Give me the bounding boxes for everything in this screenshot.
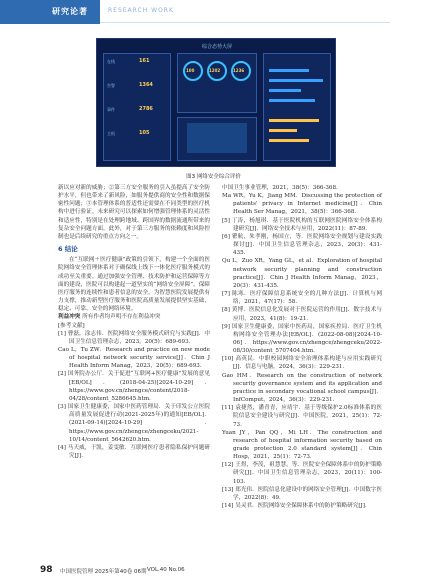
- right-column: [222, 184, 382, 510]
- reference-item: [1] 曹磊，涂志伟．医院网络安全服务模式研究与实践[J]．中国卫生信息管理杂志，2023，20(5)：689-693．: [58, 330, 210, 345]
- section-heading: 6 结论: [58, 245, 78, 254]
- reference-item: [11] 袁捷然，潘青青，应靖宇．基于等级保护2.0标准体系的医院信息安全建设与研究[J]．中国医院，2021，25(1)：72-73．: [222, 405, 382, 428]
- stat-label: 告警: [107, 83, 115, 88]
- journal-name: 中国医院管理 2025年第40卷 06期: [60, 569, 147, 575]
- stat-label: 在线: [107, 59, 115, 64]
- text-line: 在“互联网＋医疗健康”政策的引领下，构建一个: [69, 257, 188, 264]
- reference-item: [3] 国家卫生健康委，国家中医药管理局．关于印发公立医院高质量发展促进行动(2021-2025年)的通知[EB/OL]．(2021-09-14)[2024-10-29]．https://www.gov.cn/zhengce/zhengceku/2021-10/14/content_5642620.htm．: [58, 404, 210, 443]
- gauge-value: 1236: [233, 68, 245, 73]
- text-line: 如何增强管理体系的灵活性和适应性，特别是在处理跨: [58, 209, 210, 224]
- reference-item: [6] 瞿航，朱孝刚，杨国立，等．医院网络安全规划与建设实践探讨[J]．中国卫生信息管理杂志，2023，20(3)：431-435．: [222, 233, 382, 257]
- reference-item: [2] 国务院办公厅．关于促进“互联网+医疗健康”发展的意见[EB/OL]．(2018-04-25)[2024-10-29]．https://www.gov.cn/zhengce/content/2018-04/28/content_5286645.htm．: [58, 371, 210, 402]
- reference-item: [7] 陈寒．医疗保障信息系统安全的几种方法[J]．计算机与网络，2021，47(17)：58．: [222, 291, 382, 306]
- reference-item: Cao L，Tu ZW．Research and practice on new mode of hospital network security service[J]．Chin J Health Inform Manag，2023，20(5)：689-693．: [58, 346, 210, 370]
- text-line: 医疗服务和医院高质量发展提供坚实基础，稳定、可靠、安: [58, 298, 210, 313]
- text-line: 全面的医院网络安全管理体系对于确保线上线下一体化: [58, 257, 210, 272]
- reference-item: [13] 郑光伟．医院信息化建设中的网络安全管理[J]．中国数字医学，2022(8)：49．: [222, 486, 382, 501]
- left-column: [58, 184, 210, 460]
- header-divider: [100, 22, 390, 23]
- reference-item: [14] 吴灵君．医院网络安全保障体系中的防护策略研究[J]．: [222, 503, 371, 510]
- text-line: 全性和数据保密性问题；③本管理体系的普适性还需要: [58, 193, 210, 208]
- text-line: 安全防护水平，但也带来了新风险，如服务提供商的安: [58, 185, 210, 200]
- references-heading: [参考文献]: [58, 322, 85, 329]
- text-line: 术防护和运营保障等方面的建设，医院可以构建起一道: [58, 273, 210, 288]
- page-number: 98: [40, 565, 53, 575]
- bar-mark: [269, 139, 309, 142]
- stat-value: 161: [139, 58, 150, 64]
- conflict-label: 利益冲突: [58, 314, 81, 321]
- text-line: 地域、跨国界的数据流通所带来的复杂安全问题方面。: [58, 217, 210, 232]
- reference-item: [10] 高英民．中职校园网络安全治理体系构建与应用实践研究[J]．信息与电脑，2024，36(3)：229-231．: [222, 356, 382, 371]
- bar-mark: [269, 69, 309, 72]
- stat-value: 1364: [139, 82, 153, 88]
- stat-label: 事件: [107, 107, 115, 112]
- stat-label: 主机: [107, 131, 115, 136]
- text-line: 究的重点方向之一。: [91, 233, 142, 240]
- reference-item: Qu L，Zuo XR，Yang GL，et al．Exploration of hospital network security planning and construction practice[J]．Chin J Health Inform Manag，2023，20(3)：431-435．: [222, 258, 382, 289]
- reference-item: Gao HM．Research on the construction of network security governance system and its application and practice in secondary vocational school campus[J]．InfComput，2024，36(3)：229-231．: [222, 372, 382, 404]
- section-label-en: RESEARCH WORK: [108, 7, 174, 14]
- map-area: [187, 123, 247, 153]
- reference-item: [12] 王煜，李茂，祖慧慧，等．医院安全保障体系中的防护策略研究[J]．中国卫生信息管理杂志，2023，20(11)：100-103．: [222, 462, 382, 485]
- dashboard-figure: [96, 38, 336, 167]
- reference-item: Yuan JY，Pan QQ，Mi LH．The construction and research of hospital information security based on grade protection 2.0 standard system[J]．Chin Hosp，2021，25(1)：72-73．: [222, 429, 382, 461]
- bar-mark: [269, 89, 301, 92]
- dashboard-title: 综合态势大屏: [201, 44, 232, 50]
- bar-mark: [269, 99, 315, 102]
- stat-value: 2786: [139, 106, 153, 112]
- reference-item: [4] 马天威，于凯，姜雯敏．互联网医疗患者隐私保护问题研究[J]．: [58, 444, 210, 459]
- gauge-value: 100: [186, 68, 195, 73]
- page-header: [0, 0, 427, 24]
- section-label: 研究论著: [52, 7, 88, 16]
- page-footer: [0, 563, 427, 579]
- text-line: 新以应对新的威胁；②第三方安全服务的引入虽提高了: [58, 185, 194, 191]
- reference-item: [9] 国家卫生健康委，国家中医药局，国家疾控局．医疗卫生机构网络安全管理办法[EB/OL]．(2022-08-08)[2024-10-06]．https://www.gov.cn/zhengce/zhengceku/2022-08/30/content_5707404.htm．: [222, 323, 382, 355]
- text-line: 此外，对于第三方服务的依赖度和风险控制也是后续研: [58, 225, 210, 240]
- text-line: 医疗服务模式的成功至关重要。通过加强安全管理、技: [58, 265, 210, 280]
- text-line: 全的网络环境。: [97, 306, 137, 313]
- text-line: 坚实的“网络安全屏障”，保障医疗服务的连续性和患: [58, 281, 210, 296]
- volume-label: VOL.40 No.06: [147, 567, 185, 573]
- bar-mark: [269, 129, 297, 132]
- reference-item: [8] 黄博．医院信息化发展对于医院运营的作用[J]．数字技术与应用，2023，41(8)：19-21．: [222, 307, 382, 322]
- bar-mark: [269, 119, 319, 122]
- reference-item: [5] 丁涛，杨旭琪．基于医院机构的互联网医院网络安全体系构建研究[J]．网络安全技术与应用，2022(11)：87-89．: [222, 217, 382, 232]
- stat-value: 105: [139, 130, 150, 136]
- conclusion-paragraph: [58, 256, 210, 313]
- text-line: 者信息的安全，为智慧医院发展提供有力支撑，推动新型: [58, 289, 210, 305]
- conflict-text: 所有作者均声明不存在利益冲突: [82, 314, 161, 321]
- reference-item: Ma WR，Yu K，Jiang MM．Discussing the protection of patients' privacy in Internet medicine[J]．Chin Health Ser Manag，2021，38(5)：366-368．: [222, 193, 382, 216]
- figure-caption: 图3 网络安全综合评价: [186, 174, 241, 180]
- gauge-value: 1202: [209, 68, 221, 73]
- bar-mark: [269, 79, 323, 82]
- text-line: 在不同类型的医疗机构中进行验证。未来研究可以探索: [58, 201, 210, 216]
- reference-item: 中国卫生事业管理，2021，38(5)：366-368．: [222, 185, 342, 191]
- section-tab: [0, 0, 100, 24]
- conflict-statement: [58, 313, 210, 321]
- discussion-paragraph: [58, 184, 210, 241]
